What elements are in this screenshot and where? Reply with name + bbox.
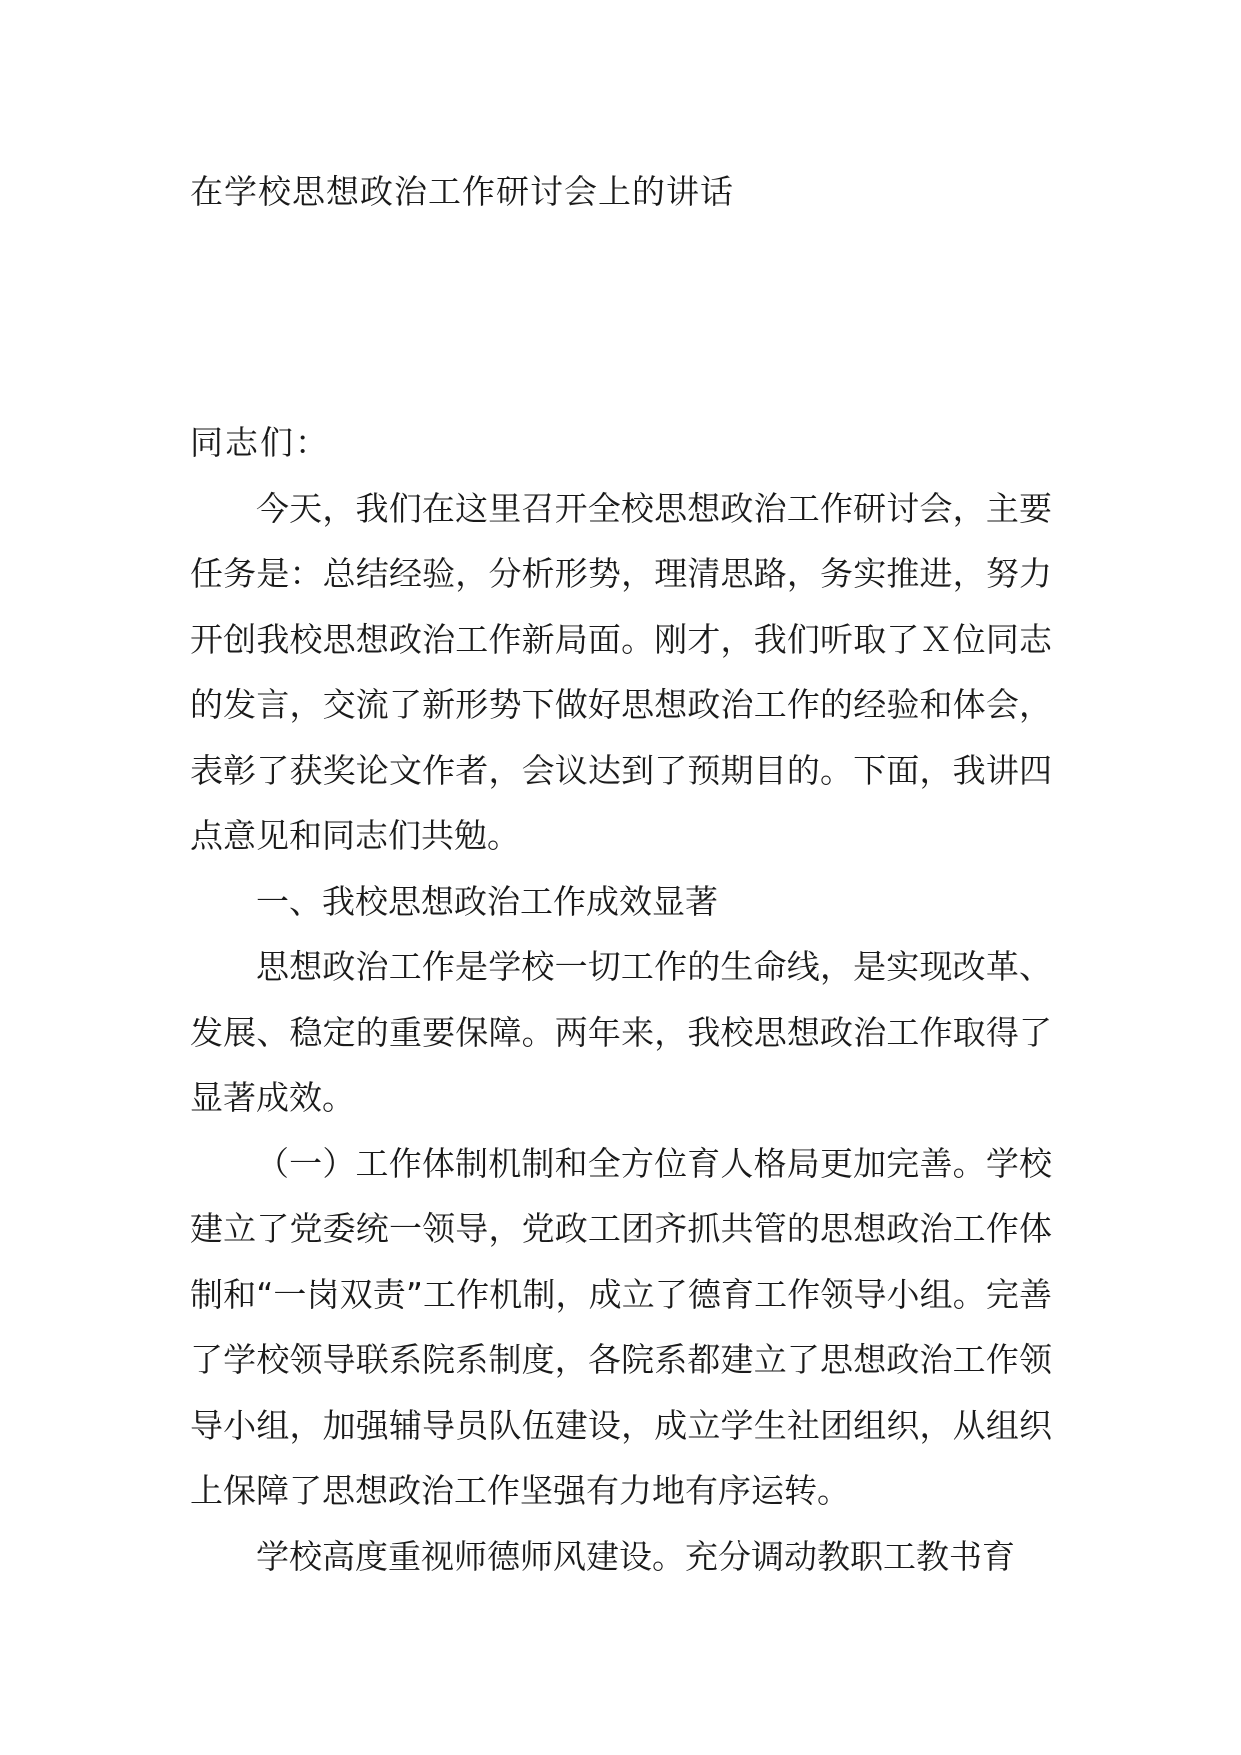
paragraph-opening: 今天，我们在这里召开全校思想政治工作研讨会，主要任务是：总结经验，分析形势，理清思路，务实推进，努力开创我校思想政治工作新局面。刚才，我们听取了Ｘ位同志的发言，交流了新形势下做好思想政治工作的经验和体会，表彰了获奖论文作者，会议达到了预期目的。下面，我讲四点意见和同志们共勉。 xyxy=(190,488,1052,855)
paragraph-teacher-ethics: 学校高度重视师德师风建设。充分调动教职工教书育 xyxy=(256,1536,1015,1576)
document-title: 在学校思想政治工作研讨会上的讲话 xyxy=(190,172,734,211)
section-heading-1: 一、我校思想政治工作成效显著 xyxy=(256,881,718,921)
salutation: 同志们： xyxy=(190,423,330,462)
paragraph-section-1-intro: 思想政治工作是学校一切工作的生命线，是实现改革、发展、稳定的重要保障。两年来，我校思想政治工作取得了显著成效。 xyxy=(190,947,1052,1117)
document-body xyxy=(190,410,1052,1589)
paragraph-subsection-1: （一）工作体制机制和全方位育人格局更加完善。学校建立了党委统一领导，党政工团齐抓共管的思想政治工作体制和“一岗双责”工作机制，成立了德育工作领导小组。完善了学校领导联系院系制度，各院系都建立了思想政治工作领导小组，加强辅导员队伍建设，成立学生社团组织，从组织上保障了思想政治工作坚强有力地有序运转。 xyxy=(190,1143,1052,1510)
